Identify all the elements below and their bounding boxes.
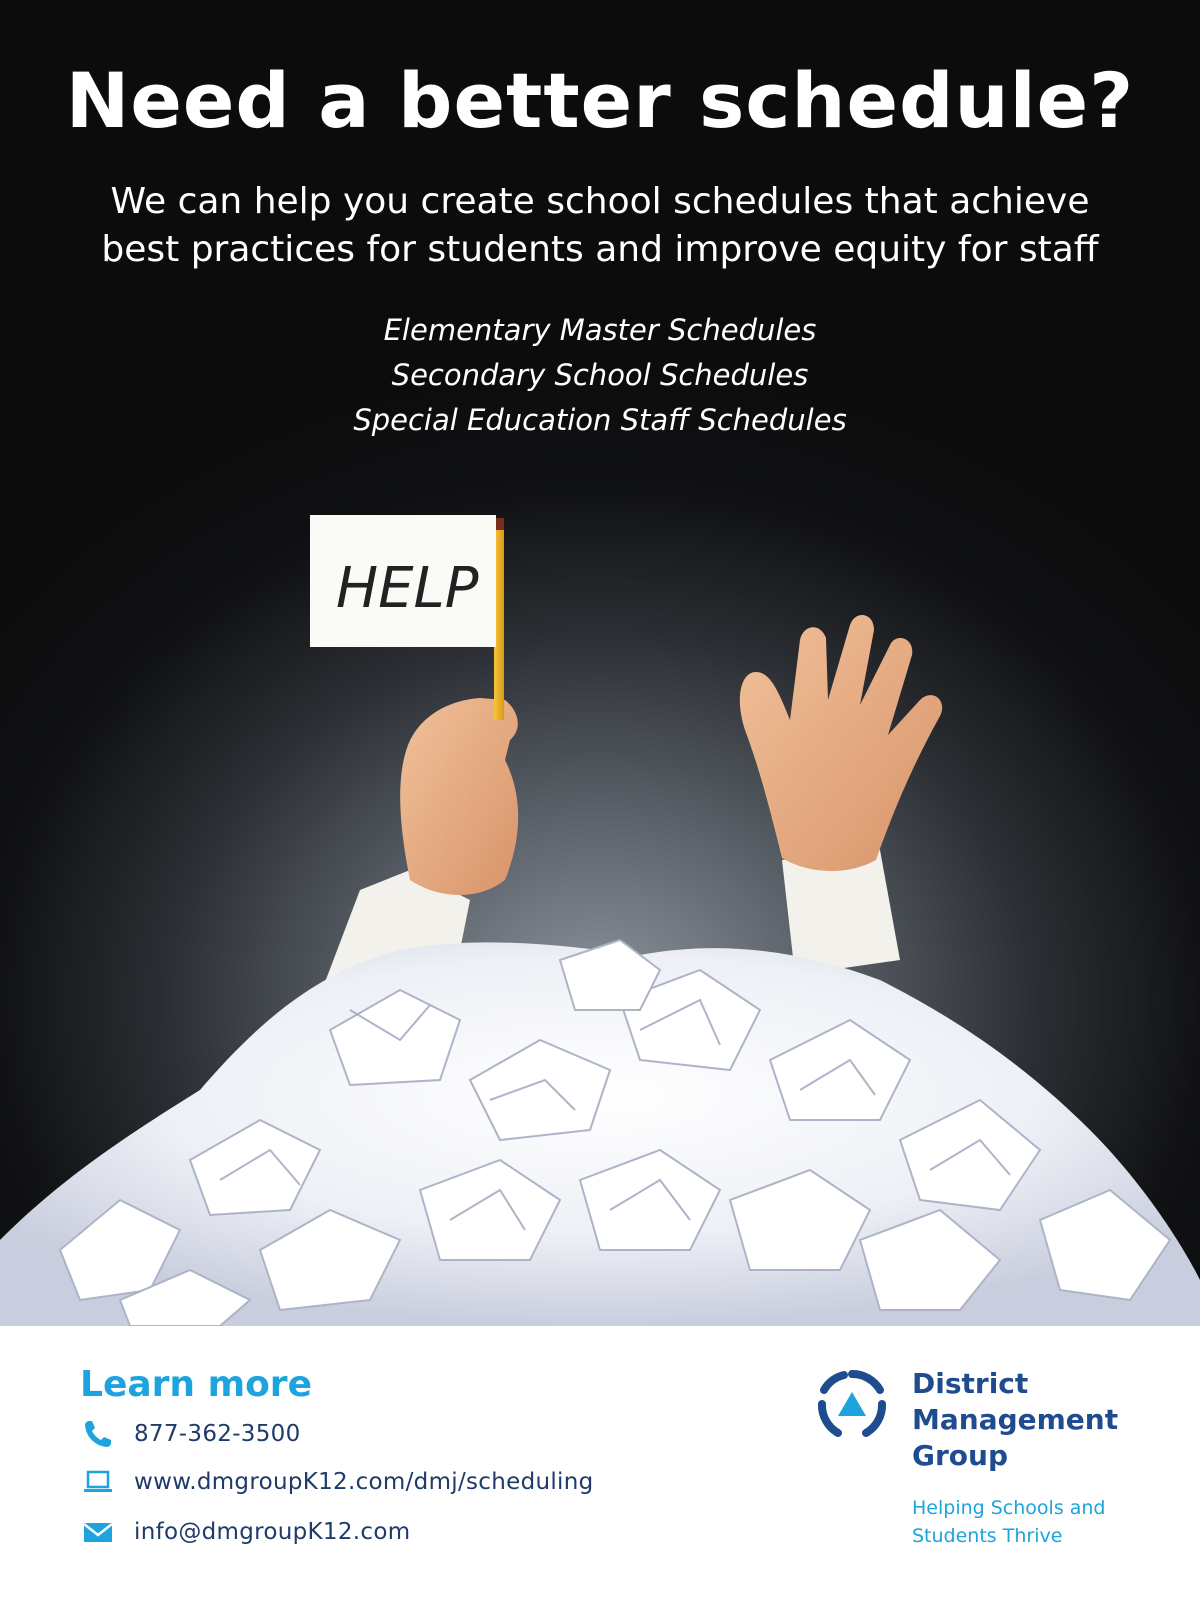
brand-name-line-1: District: [912, 1367, 1029, 1400]
email-link[interactable]: info@dmgroupK12.com: [134, 1519, 411, 1545]
service-item-elementary: Elementary Master Schedules: [383, 313, 817, 347]
dmg-logo-icon: [812, 1366, 892, 1446]
headline: Need a better schedule?: [65, 56, 1135, 145]
service-item-secondary: Secondary School Schedules: [391, 358, 809, 392]
flag-text: HELP: [336, 556, 479, 621]
service-item-special-education: Special Education Staff Schedules: [353, 403, 847, 437]
left-hand: [400, 698, 518, 895]
brand-name-line-2: Management: [912, 1403, 1119, 1436]
brand-name-line-3: Group: [912, 1439, 1009, 1472]
laptop-icon: [80, 1464, 116, 1500]
learn-more-heading: Learn more: [80, 1364, 312, 1405]
phone-icon: [80, 1416, 116, 1452]
brand-block: [812, 1366, 1172, 1596]
brand-tagline: [912, 1494, 1106, 1550]
services-list: [0, 308, 1200, 443]
tagline-line-1: Helping Schools and: [912, 1497, 1106, 1519]
subheadline: [0, 178, 1200, 274]
contact-email[interactable]: [80, 1512, 410, 1552]
subheadline-line-2: best practices for students and improve equity for staff: [101, 229, 1099, 270]
brand-name: [912, 1366, 1118, 1474]
contact-phone[interactable]: [80, 1414, 301, 1454]
tagline-line-2: Students Thrive: [912, 1525, 1063, 1547]
contact-website[interactable]: [80, 1462, 594, 1502]
right-hand: [740, 615, 942, 871]
website-link[interactable]: www.dmgroupK12.com/dmj/scheduling: [134, 1469, 594, 1495]
footer: [0, 1326, 1200, 1606]
envelope-icon: [80, 1514, 116, 1550]
crumpled-paper-pile: [0, 940, 1200, 1326]
phone-number[interactable]: 877-362-3500: [134, 1421, 301, 1447]
subheadline-line-1: We can help you create school schedules that achieve: [110, 181, 1090, 222]
